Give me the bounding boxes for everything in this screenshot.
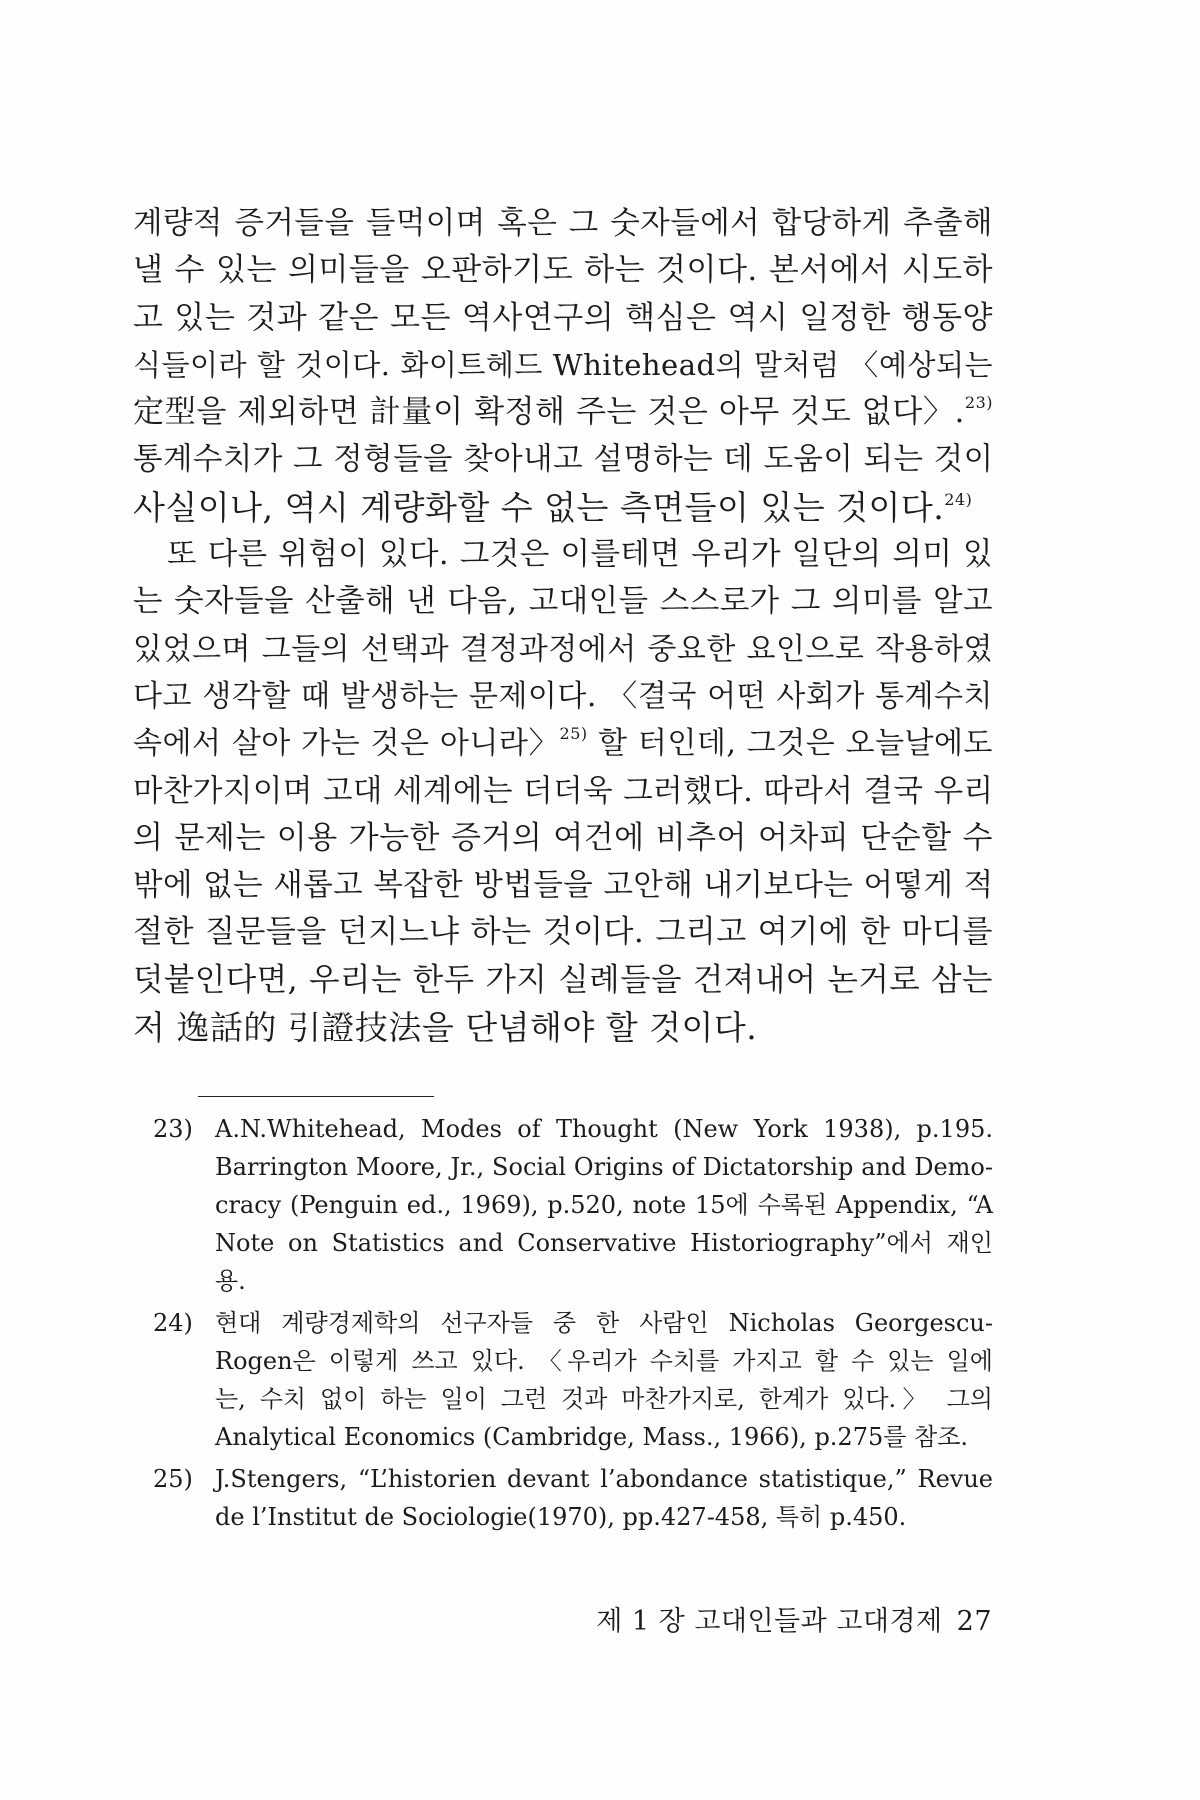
body-line: 는 숫자들을 산출해 낸 다음, 고대인들 스스로가 그 의미를 알고 [133,584,993,620]
footnote-line: A.N.Whitehead, Modes of Thought (New York 1938), p.195. [215,1115,993,1143]
footnote-line: Rogen은 이렇게 쓰고 있다. 〈우리가 수치를 가지고 할 수 있는 일에 [215,1347,993,1375]
body-line: 다고 생각할 때 발생하는 문제이다. 〈결국 어떤 사회가 통계수치 [133,678,993,714]
body-line: 낼 수 있는 의미들을 오판하기도 하는 것이다. 본서에서 시도하 [133,252,993,289]
footnote-number: 25) [153,1465,193,1493]
body-line: 절한 질문들을 던지느냐 하는 것이다. 그리고 여기에 한 마디를 [133,914,993,951]
body-line-text: 定型을 제외하면 計量이 확정해 주는 것은 아무 것도 없다〉. [133,394,965,431]
footnote-line: Analytical Economics (Cambridge, Mass., 1966), p.275를 참조. [215,1423,969,1451]
footnotes [153,1110,993,1540]
footnote-ref: 23) [964,393,993,413]
body-line: 있었으며 그들의 선택과 결정과정에서 중요한 요인으로 작용하였 [133,631,993,667]
body-line [133,720,993,767]
footnote-number: 23) [153,1115,193,1143]
footnote-line: 용. [215,1267,246,1295]
running-footer [596,1605,992,1639]
footnote-line: 현대 계량경제학의 선구자들 중 한 사람인 Nicholas Georgescu- [215,1309,993,1337]
footnote-ref: 24) [944,489,973,509]
footnote-line: de l’Institut de Sociologie(1970), pp.427-458, 특히 p.450. [215,1503,907,1531]
body-line: 저 逸話的 引證技法을 단념해야 할 것이다. [133,1008,758,1048]
footnote-24 [153,1304,993,1456]
chapter-title: 제 1 장 고대인들과 고대경제 [596,1606,943,1637]
body-line: 의 문제는 이용 가능한 증거의 여건에 비추어 어차피 단순할 수 [133,819,993,856]
body-line: 고 있는 것과 같은 모든 역사연구의 핵심은 역시 일정한 행동양 [133,299,993,336]
footnote-25 [153,1460,993,1536]
body-text [133,200,993,1051]
body-line: 또 다른 위험이 있다. 그것은 이를테면 우리가 일단의 의미 있 [167,537,993,573]
body-line: 덧붙인다면, 우리는 한두 가지 실례들을 건져내어 논거로 삼는 [133,961,993,998]
body-line [133,389,993,436]
footnote-line: cracy (Penguin ed., 1969), p.520, note 15에 수록된 Appendix, “A [215,1191,993,1219]
footnote-line: J.Stengers, “L’historien devant l’abondance statistique,” Revue [215,1465,993,1493]
body-line: 통계수치가 그 정형들을 찾아내고 설명하는 데 도움이 되는 것이 [133,442,994,478]
body-line [133,484,993,531]
footnote-divider [198,1096,434,1097]
footnote-line: 는, 수치 없이 하는 일이 그런 것과 마찬가지로, 한계가 있다.〉 그의 [215,1385,993,1413]
body-line: 계량적 증거들을 들먹이며 혹은 그 숫자들에서 합당하게 추출해 [133,206,993,241]
footnote-23 [153,1110,993,1300]
footnote-line: Note on Statistics and Conservative Historiography”에서 재인 [215,1229,993,1257]
footnote-ref: 25) [559,724,588,744]
footnote-line: Barrington Moore, Jr., Social Origins of Dictatorship and Demo- [215,1153,993,1181]
body-line-text: 사실이나, 역시 계량화할 수 없는 측면들이 있는 것이다. [133,487,945,527]
page-number: 27 [956,1606,992,1637]
body-line: 마찬가지이며 고대 세계에는 더더욱 그러했다. 따라서 결국 우리 [133,773,994,809]
body-line: 식들이라 할 것이다. 화이트헤드 Whitehead의 말처럼 〈예상되는 [133,347,993,382]
body-line: 밖에 없는 새롭고 복잡한 방법들을 고안해 내기보다는 어떻게 적 [133,868,994,904]
footnote-number: 24) [153,1309,193,1337]
body-line-text: 할 터인데, 그것은 오늘날에도 [587,726,993,762]
body-line-text: 속에서 살아 가는 것은 아니라〉 [133,726,560,762]
